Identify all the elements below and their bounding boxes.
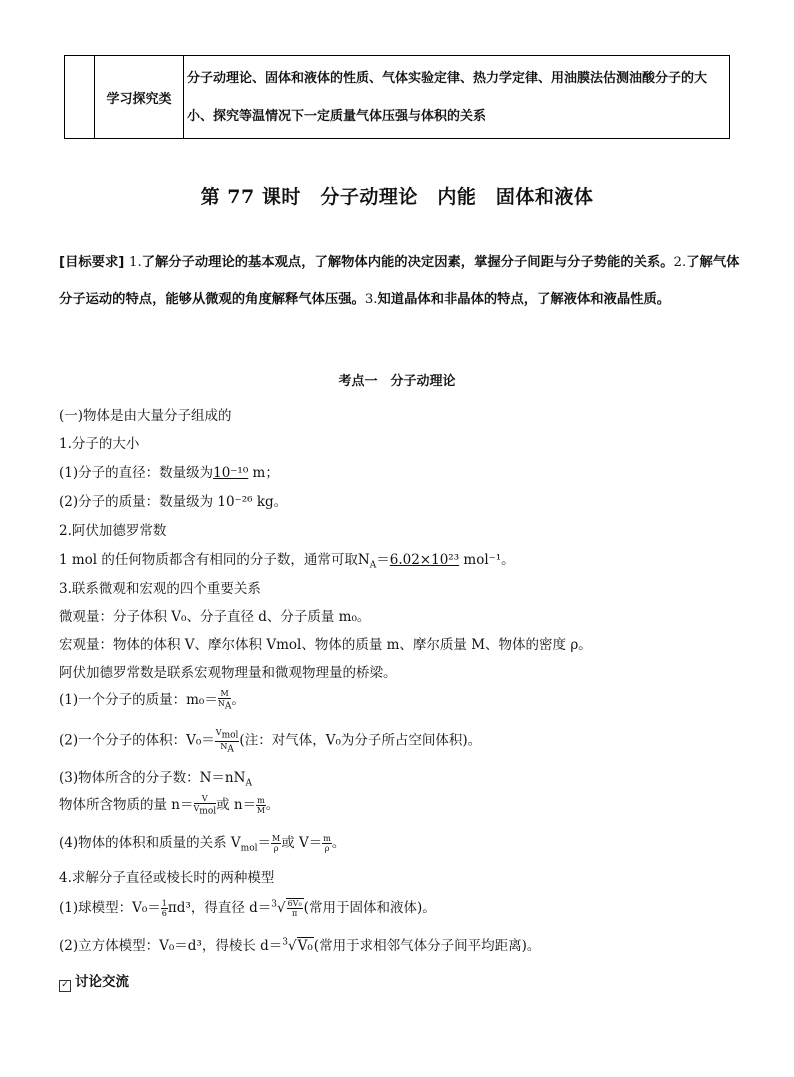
text-line: (1)分子的直径：数量级为10⁻¹⁰ m； — [59, 465, 279, 481]
table-category-cell: 学习探究类 — [95, 56, 184, 139]
formula-line: (1)球模型：V₀＝ $\frac{1}{6}$ πd³，得直径 d＝$^3$√ $\frac{\text{6V₀}}{\pi}$ (常用于固体和液体)。 — [59, 899, 436, 918]
text-line: (2)分子的质量：数量级为 10⁻²⁶ kg。 — [59, 494, 288, 510]
page-title: 第 77 课时 分子动理论 内能 固体和液体 — [200, 186, 594, 208]
text-line: 阿伏加德罗常数是联系宏观物理量和微观物理量的桥梁。 — [59, 665, 397, 681]
text-line: 微观量：分子体积 V₀、分子直径 d、分子质量 m₀。 — [59, 609, 371, 625]
section-title: 考点一 分子动理论 — [338, 374, 456, 389]
formula-line: (1)一个分子的质量：m₀＝ $\frac{M}{N_A}$ 。 — [59, 689, 245, 712]
text-line: (一)物体是由大量分子组成的 — [59, 408, 232, 424]
goals-label: [目标要求] — [59, 255, 125, 270]
text-line: 宏观量：物体的体积 V、摩尔体积 Vmol、物体的质量 m、摩尔质量 M、物体的密度 ρ。 — [59, 637, 592, 653]
formula-line: (4)物体的体积和质量的关系 $V_{mol}=$ $\frac{M}{\rho}$ 或 V＝ $\frac{m}{\rho}$ 。 — [59, 834, 346, 854]
discussion-heading: ✓ 讨论交流 — [59, 970, 129, 991]
text-line: 2.阿伏加德罗常数 — [59, 523, 167, 539]
formula-line: (2)一个分子的体积：V₀＝ $\frac{V_{mol}}{N_A}$ (注：对气体，V₀为分子所占空间体积)。 — [59, 728, 482, 755]
goals-paragraph: [目标要求] 1.了解分子动理论的基本观点，了解物体内能的决定因素，掌握分子间距与分子势能的关系。2.了解气体分子运动的特点，能够从微观的角度解释气体压强。3.知道晶体和非晶体的特点，了解液体和液晶性质。 — [59, 255, 740, 307]
topic-table — [64, 55, 730, 139]
formula-line: 物体所含物质的量 n＝ $\frac{V}{V_{mol}}$ 或 n＝ $\frac{m}{M}$ 。 — [59, 794, 280, 817]
table-blank-cell — [65, 56, 95, 139]
text-line: (3)物体所含的分子数：$N=nN_A$ — [59, 770, 252, 789]
formula-line: (2)立方体模型：V₀＝d³，得棱长 d＝$^3$√V₀(常用于求相邻气体分子间平均距离)。 — [59, 937, 541, 954]
text-line: 3.联系微观和宏观的四个重要关系 — [59, 581, 261, 597]
text-line: 1.分子的大小 — [59, 436, 140, 452]
text-line: 4.求解分子直径或棱长时的两种模型 — [59, 870, 275, 886]
text-line: 1 mol 的任何物质都含有相同的分子数，通常可取$N_A=6.02\times 10^{23}$ mol⁻¹。 — [59, 552, 515, 571]
table-content-cell: 分子动理论、固体和液体的性质、气体实验定律、热力学定律、用油膜法估测油酸分子的大小、探究等温情况下一定质量气体压强与体积的关系 — [184, 56, 730, 139]
checkbox-icon: ✓ — [59, 980, 71, 992]
